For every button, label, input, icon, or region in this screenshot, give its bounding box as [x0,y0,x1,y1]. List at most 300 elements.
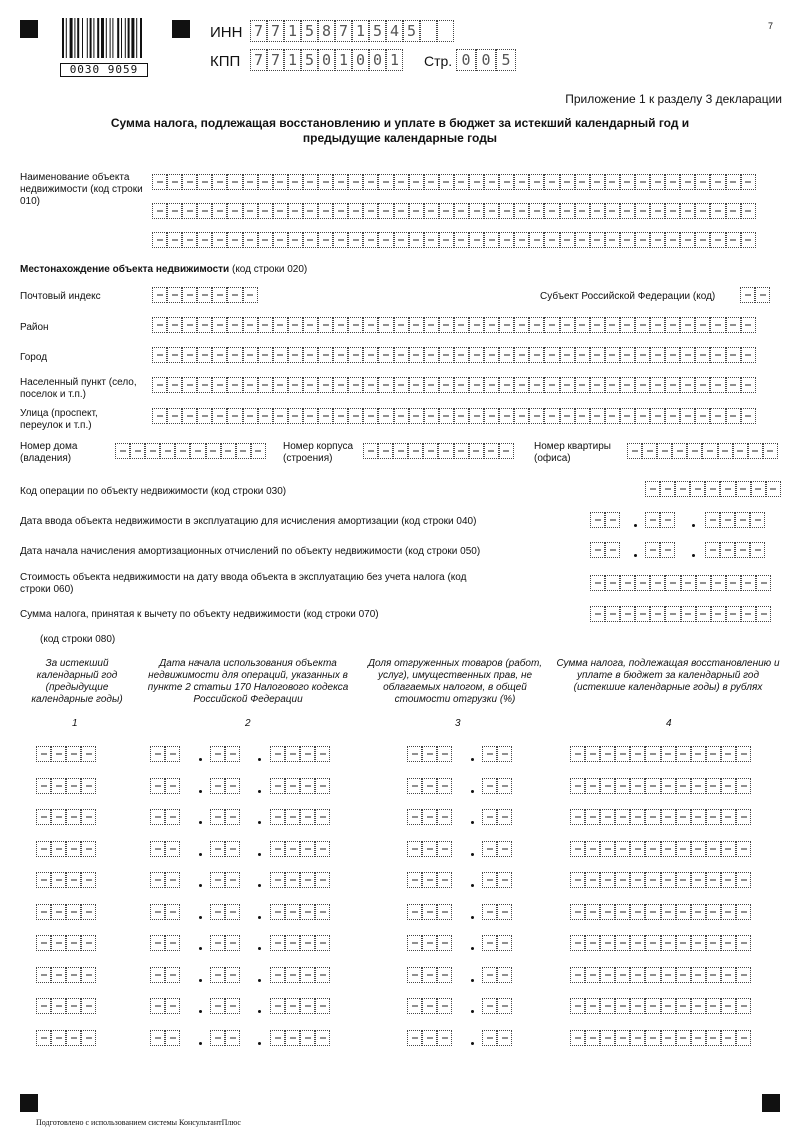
name-row-cell[interactable] [363,203,378,219]
table-date-year-cell[interactable] [315,872,330,888]
table-date-month-cell[interactable] [225,904,240,920]
table-date-day-cell[interactable] [150,809,165,825]
name-row-cell[interactable] [303,232,318,248]
table-tax-sum-cell[interactable] [676,778,691,794]
street-row-cell[interactable] [212,408,227,424]
table-date-month-cell[interactable] [225,1030,240,1046]
table-share-frac-cell[interactable] [497,872,512,888]
name-row-cell[interactable] [469,232,484,248]
name-row-cell[interactable] [197,174,212,190]
table-share-frac-cell[interactable] [497,967,512,983]
table-tax-sum-cell[interactable] [600,841,615,857]
tax-deduct-value[interactable] [590,606,771,622]
table-tax-sum-cell[interactable] [706,967,721,983]
table-date-day-cell[interactable] [165,746,180,762]
table-date-year[interactable] [270,967,330,983]
table-tax-sum-cell[interactable] [721,841,736,857]
settlement-row-cell[interactable] [499,377,514,393]
street-row-cell[interactable] [182,408,197,424]
name-row[interactable] [152,174,756,190]
tax-deduct-value-cell[interactable] [726,606,741,622]
district-row-cell[interactable] [484,317,499,333]
settlement-row-cell[interactable] [378,377,393,393]
name-row-cell[interactable] [484,203,499,219]
street-row-cell[interactable] [695,408,710,424]
table-tax-sum-cell[interactable] [570,872,585,888]
street-row-cell[interactable] [273,408,288,424]
table-year-cell[interactable] [36,967,51,983]
name-row-cell[interactable] [363,174,378,190]
table-date-day[interactable] [150,935,180,951]
date-commission-month-cell[interactable] [645,512,660,528]
cost-value-cell[interactable] [665,575,680,591]
table-share-int-cell[interactable] [422,841,437,857]
table-share-int[interactable] [407,778,452,794]
apartment-number-cell[interactable] [748,443,763,459]
district-row-cell[interactable] [378,317,393,333]
tax-deduct-value-cell[interactable] [590,606,605,622]
table-tax-sum-cell[interactable] [645,935,660,951]
name-row-cell[interactable] [741,203,756,219]
op-code-cell[interactable] [705,481,720,497]
table-year-cell[interactable] [36,998,51,1014]
table-share-frac-cell[interactable] [497,935,512,951]
table-date-day-cell[interactable] [165,998,180,1014]
city-row-cell[interactable] [665,347,680,363]
settlement-row-cell[interactable] [514,377,529,393]
city-row-cell[interactable] [469,347,484,363]
district-row-cell[interactable] [635,317,650,333]
table-tax-sum-cell[interactable] [736,904,751,920]
district-row-cell[interactable] [469,317,484,333]
table-tax-sum-cell[interactable] [736,998,751,1014]
table-tax-sum-cell[interactable] [676,904,691,920]
table-tax-sum-cell[interactable] [630,778,645,794]
house-number-cell[interactable] [236,443,251,459]
char-cell[interactable] [437,20,454,42]
building-number-cell[interactable] [499,443,514,459]
table-date-year-cell[interactable] [315,778,330,794]
district-row[interactable] [152,317,756,333]
date-commission-month[interactable] [645,512,675,528]
table-year-cell[interactable] [66,872,81,888]
table-share-frac-cell[interactable] [482,935,497,951]
table-tax-sum-cell[interactable] [630,967,645,983]
house-number-cell[interactable] [130,443,145,459]
table-year-cell[interactable] [36,872,51,888]
name-row-cell[interactable] [409,203,424,219]
table-share-int-cell[interactable] [407,872,422,888]
street-row-cell[interactable] [258,408,273,424]
date-commission-year-cell[interactable] [705,512,720,528]
name-row-cell[interactable] [514,174,529,190]
street-row-cell[interactable] [394,408,409,424]
settlement-row-cell[interactable] [665,377,680,393]
name-row-cell[interactable] [424,174,439,190]
table-tax-sum-cell[interactable] [615,904,630,920]
table-date-year-cell[interactable] [285,872,300,888]
date-commission-year-cell[interactable] [735,512,750,528]
table-date-month[interactable] [210,872,240,888]
table-tax-sum-cell[interactable] [721,967,736,983]
city-row-cell[interactable] [394,347,409,363]
district-row-cell[interactable] [710,317,725,333]
table-tax-sum-cell[interactable] [630,809,645,825]
region-code-cell[interactable] [740,287,755,303]
table-tax-sum-cell[interactable] [691,998,706,1014]
house-number-cell[interactable] [206,443,221,459]
name-row-cell[interactable] [197,232,212,248]
district-row-cell[interactable] [544,317,559,333]
apartment-number-cell[interactable] [718,443,733,459]
char-cell[interactable]: 5 [369,20,386,42]
table-date-month-cell[interactable] [210,998,225,1014]
table-date-day[interactable] [150,904,180,920]
building-number-cell[interactable] [469,443,484,459]
table-tax-sum-cell[interactable] [615,746,630,762]
table-date-year-cell[interactable] [300,746,315,762]
table-tax-sum-cell[interactable] [630,872,645,888]
name-row-cell[interactable] [635,232,650,248]
table-tax-sum-cell[interactable] [736,967,751,983]
table-tax-sum-cell[interactable] [721,778,736,794]
city-row-cell[interactable] [243,347,258,363]
table-share-int-cell[interactable] [422,746,437,762]
table-year-cell[interactable] [81,872,96,888]
table-date-day[interactable] [150,746,180,762]
cost-value-cell[interactable] [605,575,620,591]
house-number-cell[interactable] [190,443,205,459]
table-year[interactable] [36,778,96,794]
table-year-cell[interactable] [81,809,96,825]
district-row-cell[interactable] [424,317,439,333]
table-year-cell[interactable] [36,746,51,762]
table-date-year-cell[interactable] [300,778,315,794]
name-row-cell[interactable] [394,174,409,190]
name-row-cell[interactable] [454,232,469,248]
table-date-year[interactable] [270,778,330,794]
district-row-cell[interactable] [333,317,348,333]
table-share-int-cell[interactable] [437,998,452,1014]
settlement-row[interactable] [152,377,756,393]
table-tax-sum-cell[interactable] [615,998,630,1014]
name-row-cell[interactable] [439,203,454,219]
settlement-row-cell[interactable] [741,377,756,393]
char-cell[interactable]: 1 [284,49,301,71]
table-tax-sum-cell[interactable] [661,809,676,825]
table-date-month-cell[interactable] [210,1030,225,1046]
char-cell[interactable]: 5 [301,20,318,42]
char-cell[interactable]: 7 [250,49,267,71]
table-share-frac[interactable] [482,841,512,857]
settlement-row-cell[interactable] [212,377,227,393]
building-number-cell[interactable] [423,443,438,459]
table-date-year-cell[interactable] [285,998,300,1014]
table-tax-sum-cell[interactable] [600,1030,615,1046]
op-code-cell[interactable] [720,481,735,497]
table-date-year-cell[interactable] [285,841,300,857]
street-row-cell[interactable] [197,408,212,424]
table-share-int-cell[interactable] [437,967,452,983]
district-row-cell[interactable] [348,317,363,333]
date-depreciation-day-cell[interactable] [590,542,605,558]
table-date-year[interactable] [270,904,330,920]
table-date-month[interactable] [210,967,240,983]
table-date-month-cell[interactable] [210,778,225,794]
table-year-cell[interactable] [81,1030,96,1046]
table-tax-sum-cell[interactable] [570,778,585,794]
house-number-cell[interactable] [251,443,266,459]
table-tax-sum-cell[interactable] [630,746,645,762]
name-row-cell[interactable] [152,203,167,219]
table-tax-sum-cell[interactable] [585,872,600,888]
settlement-row-cell[interactable] [424,377,439,393]
table-share-frac-cell[interactable] [497,778,512,794]
date-depreciation-month-cell[interactable] [660,542,675,558]
table-year-cell[interactable] [51,778,66,794]
district-row-cell[interactable] [197,317,212,333]
street-row-cell[interactable] [529,408,544,424]
street-row-cell[interactable] [741,408,756,424]
tax-deduct-value-cell[interactable] [696,606,711,622]
op-code-cell[interactable] [675,481,690,497]
table-tax-sum-cell[interactable] [706,841,721,857]
district-row-cell[interactable] [529,317,544,333]
table-date-year-cell[interactable] [285,935,300,951]
table-tax-sum-cell[interactable] [721,746,736,762]
table-date-day[interactable] [150,967,180,983]
street-row-cell[interactable] [680,408,695,424]
table-year-cell[interactable] [66,746,81,762]
settlement-row-cell[interactable] [288,377,303,393]
district-row-cell[interactable] [258,317,273,333]
table-year-cell[interactable] [81,967,96,983]
table-year-cell[interactable] [66,904,81,920]
table-date-year-cell[interactable] [270,904,285,920]
table-tax-sum-cell[interactable] [570,809,585,825]
table-date-day-cell[interactable] [150,872,165,888]
table-date-year-cell[interactable] [270,872,285,888]
table-date-day-cell[interactable] [150,935,165,951]
table-date-day-cell[interactable] [165,778,180,794]
table-date-year-cell[interactable] [315,1030,330,1046]
table-tax-sum-cell[interactable] [706,746,721,762]
apartment-number-cell[interactable] [763,443,778,459]
name-row-cell[interactable] [635,203,650,219]
district-row-cell[interactable] [394,317,409,333]
table-tax-sum-cell[interactable] [691,746,706,762]
char-cell[interactable]: 1 [352,20,369,42]
name-row-cell[interactable] [469,203,484,219]
table-share-frac-cell[interactable] [497,746,512,762]
table-tax-sum-cell[interactable] [600,935,615,951]
name-row-cell[interactable] [529,232,544,248]
char-cell[interactable]: 5 [403,20,420,42]
settlement-row-cell[interactable] [318,377,333,393]
char-cell[interactable]: 0 [456,49,476,71]
settlement-row-cell[interactable] [167,377,182,393]
name-row-cell[interactable] [439,174,454,190]
name-row-cell[interactable] [741,174,756,190]
table-year[interactable] [36,904,96,920]
table-share-int-cell[interactable] [422,1030,437,1046]
city-row-cell[interactable] [484,347,499,363]
district-row-cell[interactable] [726,317,741,333]
table-tax-sum-cell[interactable] [585,809,600,825]
street-row-cell[interactable] [333,408,348,424]
name-row-cell[interactable] [333,232,348,248]
settlement-row-cell[interactable] [227,377,242,393]
table-date-month[interactable] [210,841,240,857]
district-row-cell[interactable] [454,317,469,333]
name-row-cell[interactable] [469,174,484,190]
city-row-cell[interactable] [695,347,710,363]
table-tax-sum-cell[interactable] [661,967,676,983]
table-share-int-cell[interactable] [407,778,422,794]
city-row-cell[interactable] [650,347,665,363]
street-row-cell[interactable] [288,408,303,424]
city-row-cell[interactable] [741,347,756,363]
table-tax-sum[interactable] [570,904,751,920]
op-code-cell[interactable] [751,481,766,497]
name-row-cell[interactable] [288,174,303,190]
building-number-cell[interactable] [378,443,393,459]
name-row-cell[interactable] [318,174,333,190]
table-share-int-cell[interactable] [422,809,437,825]
table-tax-sum-cell[interactable] [661,778,676,794]
settlement-row-cell[interactable] [394,377,409,393]
city-row[interactable] [152,347,756,363]
table-tax-sum-cell[interactable] [615,809,630,825]
table-share-frac-cell[interactable] [497,1030,512,1046]
table-tax-sum-cell[interactable] [570,998,585,1014]
table-date-year-cell[interactable] [285,809,300,825]
date-depreciation-year-cell[interactable] [735,542,750,558]
house-number-cell[interactable] [221,443,236,459]
city-row-cell[interactable] [152,347,167,363]
table-share-int-cell[interactable] [407,809,422,825]
table-tax-sum-cell[interactable] [585,935,600,951]
street-row-cell[interactable] [424,408,439,424]
name-row-cell[interactable] [635,174,650,190]
table-date-month[interactable] [210,1030,240,1046]
settlement-row-cell[interactable] [303,377,318,393]
table-date-day[interactable] [150,1030,180,1046]
street-row-cell[interactable] [665,408,680,424]
apartment-number-cell[interactable] [657,443,672,459]
table-date-year-cell[interactable] [270,746,285,762]
table-share-frac[interactable] [482,778,512,794]
cost-value-cell[interactable] [756,575,771,591]
city-row-cell[interactable] [409,347,424,363]
city-row-cell[interactable] [575,347,590,363]
table-date-year-cell[interactable] [300,809,315,825]
name-row-cell[interactable] [590,232,605,248]
settlement-row-cell[interactable] [620,377,635,393]
table-tax-sum-cell[interactable] [661,841,676,857]
name-row-cell[interactable] [167,203,182,219]
table-date-month-cell[interactable] [225,998,240,1014]
name-row-cell[interactable] [243,174,258,190]
table-tax-sum-cell[interactable] [630,904,645,920]
name-row-cell[interactable] [665,174,680,190]
date-depreciation-day[interactable] [590,542,620,558]
house-number[interactable] [115,443,266,459]
table-date-year-cell[interactable] [300,904,315,920]
street-row-cell[interactable] [620,408,635,424]
table-tax-sum-cell[interactable] [736,841,751,857]
table-year[interactable] [36,1030,96,1046]
table-tax-sum-cell[interactable] [585,746,600,762]
table-tax-sum-cell[interactable] [600,778,615,794]
date-commission-day[interactable] [590,512,620,528]
city-row-cell[interactable] [560,347,575,363]
table-year-cell[interactable] [66,1030,81,1046]
street-row-cell[interactable] [243,408,258,424]
settlement-row-cell[interactable] [273,377,288,393]
tax-deduct-value-cell[interactable] [681,606,696,622]
table-tax-sum-cell[interactable] [615,967,630,983]
district-row-cell[interactable] [620,317,635,333]
name-row-cell[interactable] [227,203,242,219]
region-code[interactable] [740,287,770,303]
table-date-year-cell[interactable] [270,778,285,794]
name-row-cell[interactable] [348,203,363,219]
table-year-cell[interactable] [51,904,66,920]
char-cell[interactable]: 0 [318,49,335,71]
city-row-cell[interactable] [499,347,514,363]
settlement-row-cell[interactable] [575,377,590,393]
table-year-cell[interactable] [51,746,66,762]
table-year[interactable] [36,935,96,951]
name-row-cell[interactable] [378,174,393,190]
name-row-cell[interactable] [590,174,605,190]
table-tax-sum-cell[interactable] [706,998,721,1014]
apartment-number-cell[interactable] [702,443,717,459]
settlement-row-cell[interactable] [439,377,454,393]
street-row-cell[interactable] [469,408,484,424]
table-tax-sum-cell[interactable] [691,904,706,920]
city-row-cell[interactable] [197,347,212,363]
char-cell[interactable]: 5 [496,49,516,71]
settlement-row-cell[interactable] [710,377,725,393]
apartment-number-cell[interactable] [627,443,642,459]
table-date-day-cell[interactable] [150,904,165,920]
table-date-day-cell[interactable] [165,1030,180,1046]
street-row-cell[interactable] [378,408,393,424]
table-tax-sum-cell[interactable] [570,746,585,762]
table-date-day[interactable] [150,872,180,888]
name-row-cell[interactable] [620,174,635,190]
name-row-cell[interactable] [394,203,409,219]
table-tax-sum-cell[interactable] [645,778,660,794]
name-row-cell[interactable] [665,203,680,219]
table-tax-sum-cell[interactable] [661,935,676,951]
cost-value-cell[interactable] [711,575,726,591]
district-row-cell[interactable] [243,317,258,333]
city-row-cell[interactable] [363,347,378,363]
table-tax-sum-cell[interactable] [691,967,706,983]
street-row-cell[interactable] [590,408,605,424]
table-tax-sum-cell[interactable] [691,778,706,794]
settlement-row-cell[interactable] [197,377,212,393]
name-row-cell[interactable] [484,232,499,248]
table-share-frac-cell[interactable] [482,809,497,825]
table-date-year-cell[interactable] [315,841,330,857]
table-tax-sum-cell[interactable] [585,904,600,920]
table-tax-sum[interactable] [570,967,751,983]
table-tax-sum-cell[interactable] [600,809,615,825]
